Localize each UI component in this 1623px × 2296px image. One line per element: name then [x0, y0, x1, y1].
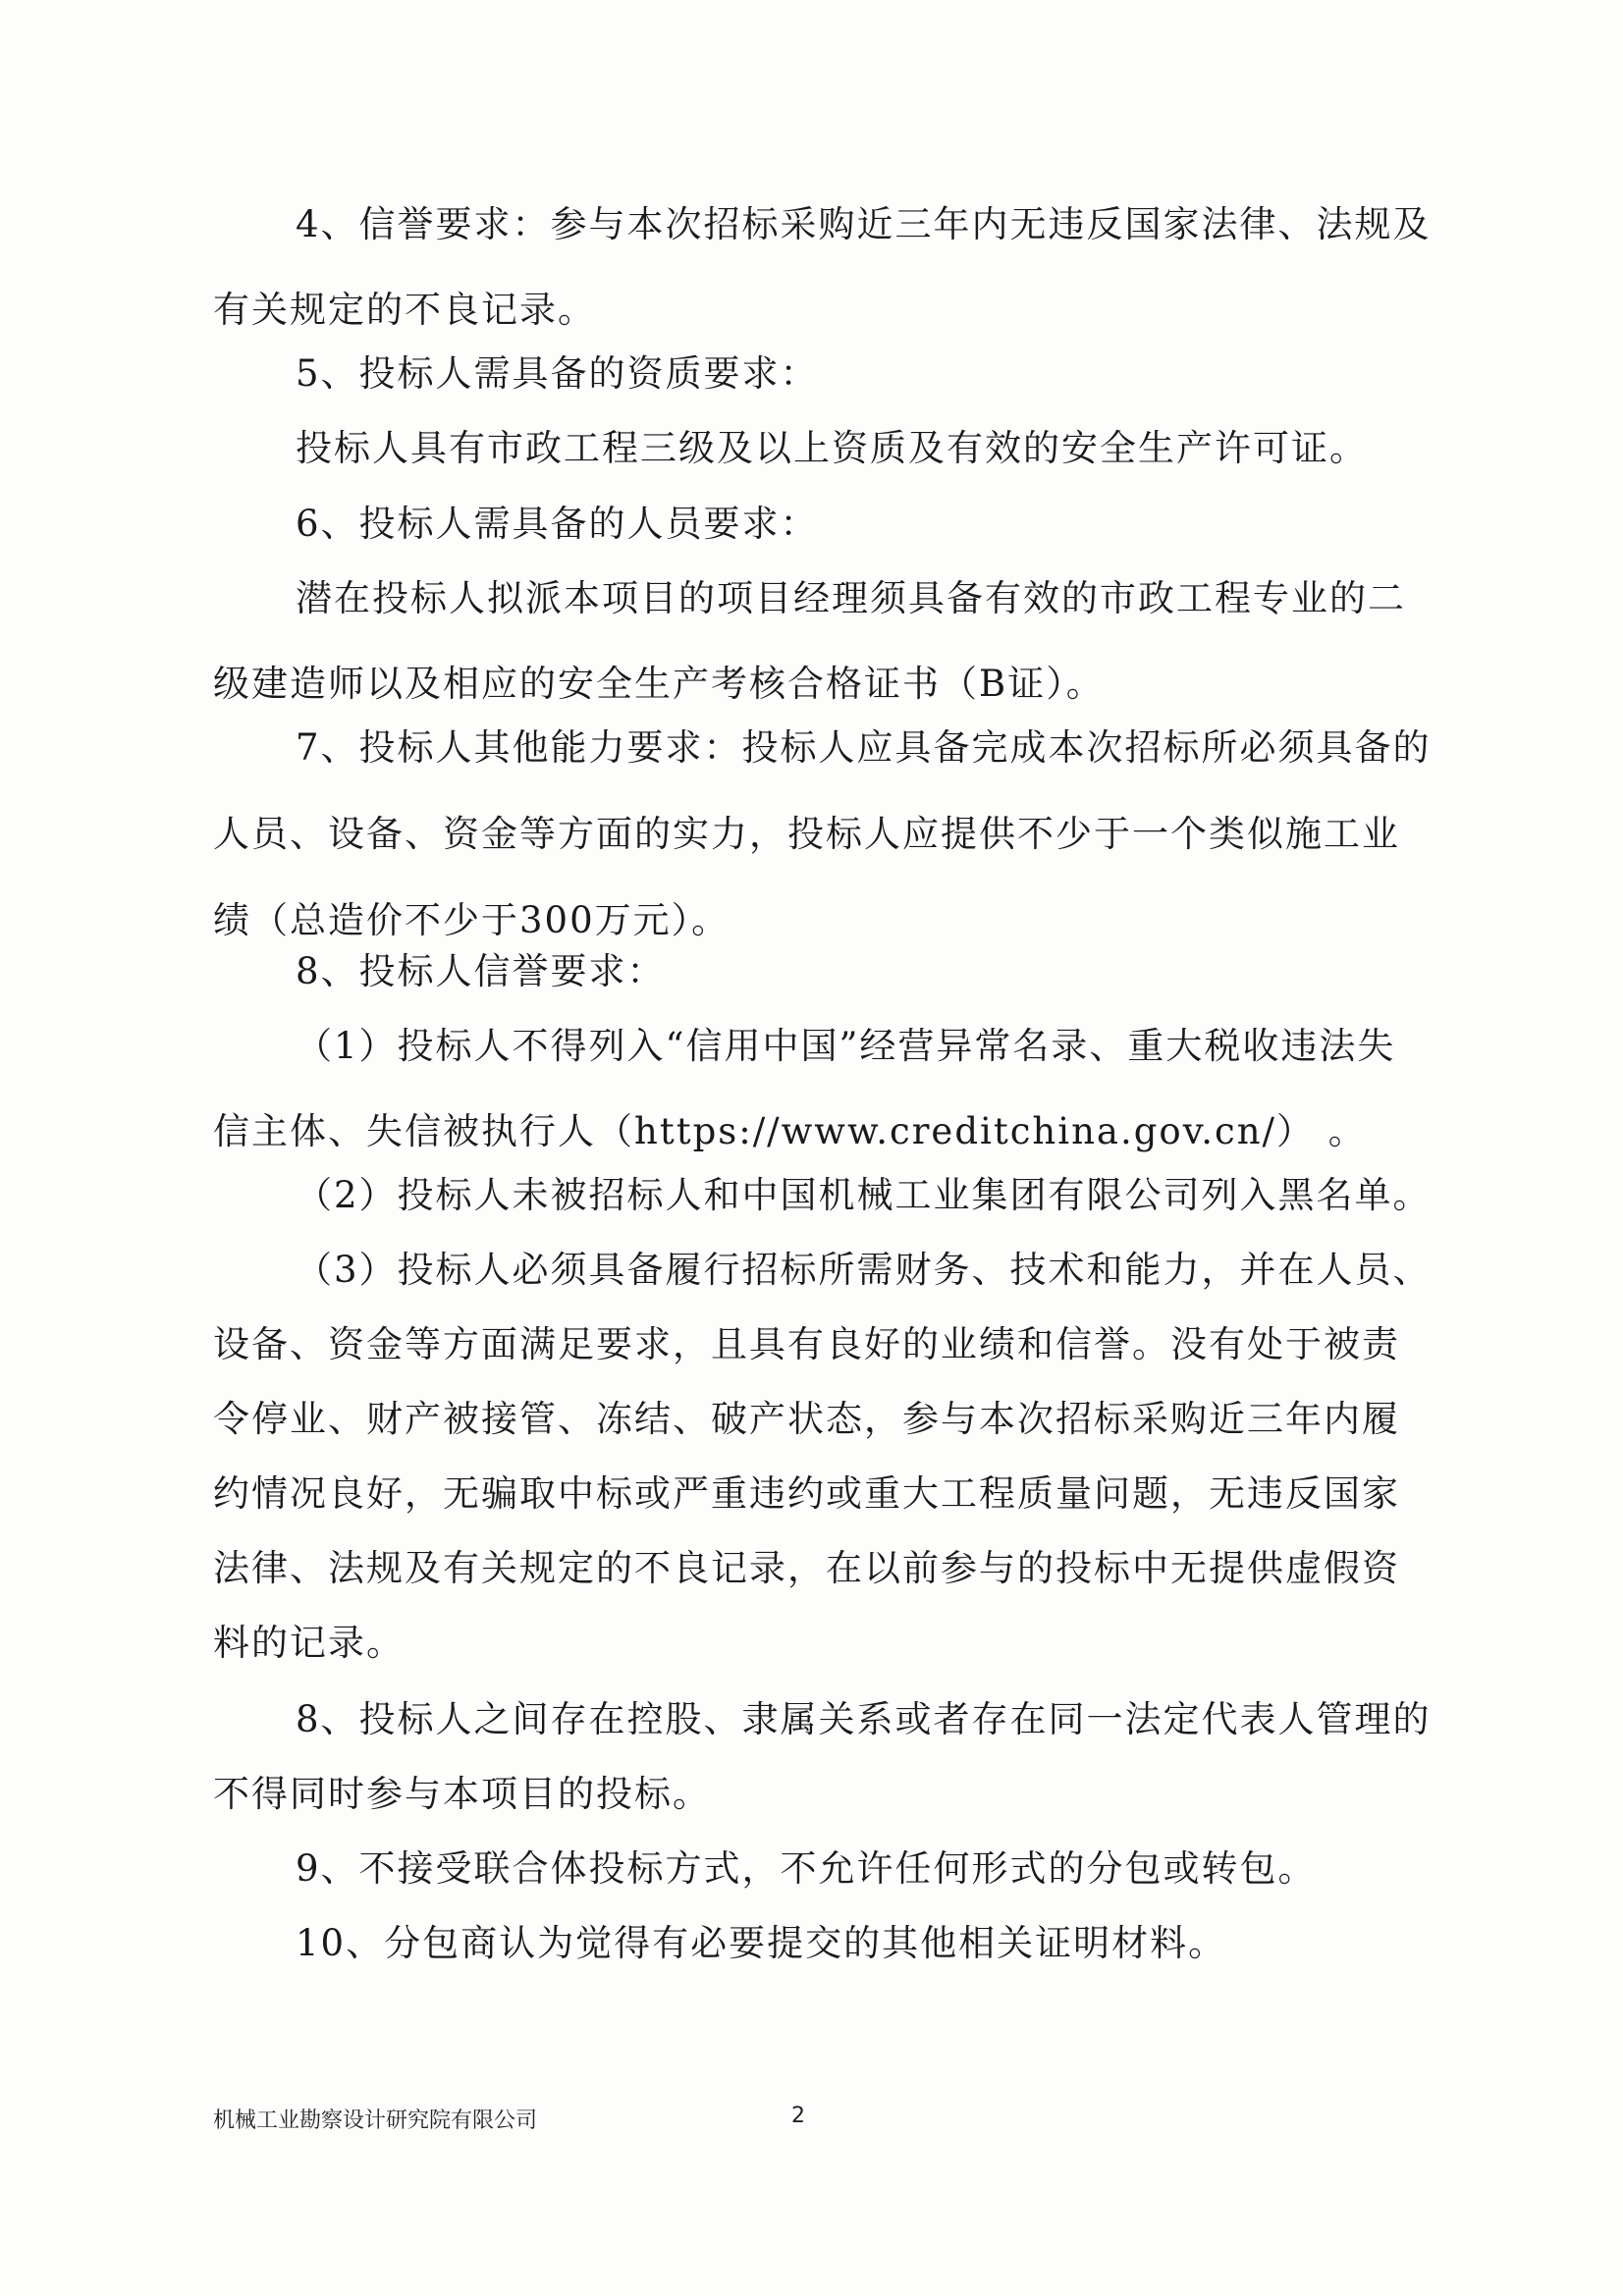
paragraph-qualification-heading — [213, 349, 1406, 399]
text-line: 信主体、失信被执行人（https://www.creditchina.gov.cn/） 。 — [213, 1110, 1367, 1152]
text-line: 7、投标人其他能力要求：投标人应具备完成本次招标所必须具备的 — [296, 726, 1432, 769]
footer-company-name: 机械工业勘察设计研究院有限公司 — [213, 2109, 538, 2133]
text-line: 投标人具有市政工程三级及以上资质及有效的安全生产许可证。 — [296, 427, 1368, 469]
text-line: 绩（总造价不少于300万元）。 — [213, 899, 730, 941]
text-line: 约情况良好，无骗取中标或严重违约或重大工程质量问题，无违反国家 — [213, 1472, 1400, 1515]
text-line: 料的记录。 — [213, 1622, 405, 1664]
paragraph-other-abilities — [213, 723, 1432, 945]
text-line: 有关规定的不良记录。 — [213, 289, 596, 331]
text-line: 人员、设备、资金等方面的实力，投标人应提供不少于一个类似施工业 — [213, 813, 1400, 855]
text-line: （3）投标人必须具备履行招标所需财务、技术和能力，并在人员、 — [296, 1249, 1432, 1291]
paragraph-personnel-heading — [213, 500, 1406, 549]
text-line: （1）投标人不得列入“信用中国”经营异常名录、重大税收违法失 — [296, 1025, 1396, 1067]
footer-page-number: 2 — [791, 2104, 805, 2128]
paragraph-credit-item-2 — [213, 1171, 1432, 1220]
paragraph-credit-item-3 — [213, 1246, 1432, 1668]
text-line: 8、投标人之间存在控股、隶属关系或者存在同一法定代表人管理的 — [296, 1698, 1432, 1740]
text-line: 6、投标人需具备的人员要求： — [296, 503, 819, 545]
text-line: 8、投标人信誉要求： — [296, 950, 666, 992]
text-line: 不得同时参与本项目的投标。 — [213, 1773, 711, 1815]
paragraph-affiliation-rule — [213, 1695, 1432, 1819]
paragraph-personnel-detail — [213, 574, 1406, 709]
paragraph-qualification-detail — [213, 424, 1406, 473]
text-line: 4、信誉要求：参与本次招标采购近三年内无违反国家法律、法规及 — [296, 203, 1432, 245]
text-line: 10、分包商认为觉得有必要提交的其他相关证明材料。 — [296, 1922, 1227, 1964]
paragraph-no-consortium — [213, 1844, 1406, 1894]
paragraph-other-materials — [213, 1919, 1406, 1968]
text-line: 5、投标人需具备的资质要求： — [296, 352, 819, 395]
paragraph-credit-heading — [213, 947, 1406, 996]
text-line: 令停业、财产被接管、冻结、破产状态，参与本次招标采购近三年内履 — [213, 1398, 1400, 1440]
paragraph-credit-item-1 — [213, 1022, 1406, 1156]
text-line: 法律、法规及有关规定的不良记录，在以前参与的投标中无提供虚假资 — [213, 1547, 1400, 1589]
text-line: （2）投标人未被招标人和中国机械工业集团有限公司列入黑名单。 — [296, 1174, 1432, 1216]
text-line: 潜在投标人拟派本项目的项目经理须具备有效的市政工程专业的二 — [296, 577, 1406, 619]
paragraph-credit-requirement — [213, 200, 1432, 335]
text-line: 级建造师以及相应的安全生产考核合格证书（B证）。 — [213, 663, 1105, 705]
text-line: 9、不接受联合体投标方式，不允许任何形式的分包或转包。 — [296, 1847, 1317, 1890]
text-line: 设备、资金等方面满足要求，且具有良好的业绩和信誉。没有处于被责 — [213, 1323, 1400, 1365]
